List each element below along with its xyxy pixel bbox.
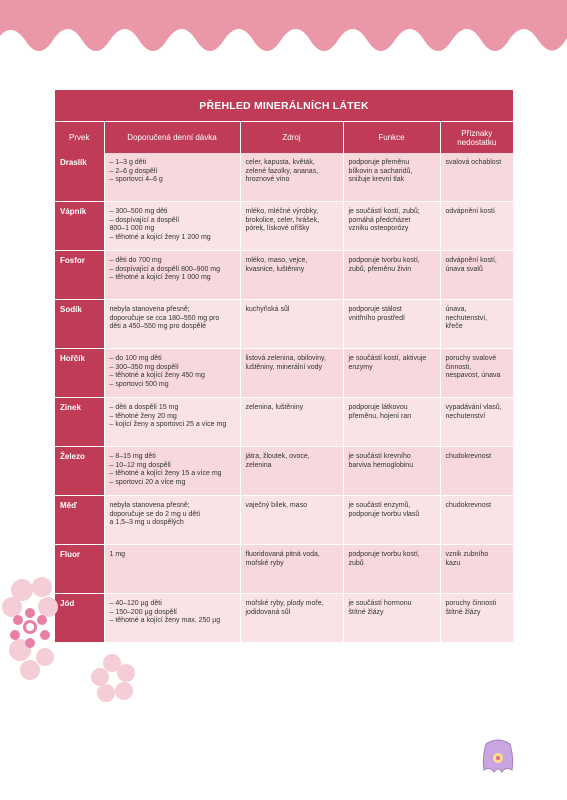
function-line: podporuje stálost <box>348 306 402 313</box>
function-cell <box>343 251 440 300</box>
source-cell <box>240 202 343 251</box>
dose-line: doporučuje se cca 180–550 mg pro <box>109 314 220 322</box>
dose-line: 800–1 000 mg <box>109 225 155 233</box>
source-line: zelené fazolky, ananas, <box>245 167 319 175</box>
source-cell <box>240 594 343 643</box>
dose-line: – těhotné a kojící ženy 1 200 mg <box>109 233 211 241</box>
function-line: je součástí enzymů, <box>348 502 411 509</box>
symptoms-line: svalová ochablost <box>445 159 502 166</box>
symptoms-line: štítné žlázy <box>445 608 481 616</box>
dose-line: – děti a dospělí 15 mg <box>109 404 179 411</box>
function-line: štítné žlázy <box>348 608 384 616</box>
symptoms-cell <box>440 300 513 349</box>
function-line: je součástí hormonu <box>348 600 412 607</box>
function-cell <box>343 349 440 398</box>
symptoms-line: nespavost, únava <box>445 372 501 380</box>
symptoms-line: poruchy svalové <box>445 355 497 362</box>
source-line: kvasnice, luštěniny <box>245 265 305 273</box>
dose-line: – 300–350 mg dospělí <box>109 363 179 371</box>
element-name: Fluor <box>55 545 104 594</box>
source-line: mléko, mléčné výrobky, <box>245 208 319 215</box>
minerals-table-container <box>55 90 513 643</box>
source-line: zelenina <box>245 461 272 469</box>
function-cell <box>343 545 440 594</box>
dose-line: doporučuje se do 2 mg u dětí <box>109 510 201 518</box>
function-line: enzymy <box>348 363 373 371</box>
source-line: játra, žloutek, ovoce, <box>245 453 310 460</box>
symptoms-cell <box>440 447 513 496</box>
function-line: podporuje tvorbu kostí, <box>348 551 420 558</box>
header-dose: Doporučená denní dávka <box>104 122 240 154</box>
symptoms-line: nechutenství <box>445 412 486 420</box>
dose-line: – kojící ženy a sportovci 25 a více mg <box>109 421 227 429</box>
dose-line: – 150–200 µg dospělí <box>109 608 177 616</box>
table-row <box>55 349 513 398</box>
symptoms-line: odvápnění kostí, <box>445 257 497 264</box>
dose-line: – 10–12 mg dospělí <box>109 461 171 469</box>
source-line: mléko, maso, vejce, <box>245 257 308 264</box>
dose-line: děti a 450–550 mg pro dospělé <box>109 323 207 331</box>
function-cell <box>343 594 440 643</box>
table-row <box>55 447 513 496</box>
function-cell <box>343 447 440 496</box>
function-cell <box>343 300 440 349</box>
function-line: přeměnu, hojení ran <box>348 412 412 420</box>
source-line: listová zelenina, obiloviny, <box>245 355 326 362</box>
dose-line: – 8–15 mg děti <box>109 453 156 460</box>
source-line: jodidovaná sůl <box>245 608 291 616</box>
symptoms-line: odvápnění kostí <box>445 208 495 215</box>
source-cell <box>240 398 343 447</box>
table-row <box>55 251 513 300</box>
minerals-table <box>55 90 513 643</box>
function-cell <box>343 398 440 447</box>
dose-line: – sportovci 20 a více mg <box>109 478 186 486</box>
source-line: mořské ryby, plody moře, <box>245 600 324 607</box>
function-cell <box>343 202 440 251</box>
table-title: PŘEHLED MINERÁLNÍCH LÁTEK <box>55 90 513 122</box>
table-body <box>55 153 513 643</box>
table-row <box>55 153 513 202</box>
function-line: bílkovin a sacharidů, <box>348 167 413 175</box>
table-row <box>55 496 513 545</box>
symptoms-line: činnosti, <box>445 363 472 371</box>
source-line: luštěniny, minerální vody <box>245 363 323 371</box>
element-name: Měď <box>55 496 104 545</box>
function-line: zubů, přeměnu živin <box>348 265 412 273</box>
table-row <box>55 300 513 349</box>
source-line: kuchyňská sůl <box>245 306 290 313</box>
element-name: Hořčík <box>55 349 104 398</box>
dose-line: – děti do 700 mg <box>109 257 162 264</box>
symptoms-line: křeče <box>445 323 463 331</box>
element-name: Draslík <box>55 153 104 202</box>
dose-cell <box>104 251 240 300</box>
function-line: podporuje látkovou <box>348 404 408 411</box>
table-row <box>55 202 513 251</box>
header-source: Zdroj <box>240 122 343 154</box>
function-line: je součástí kostí, aktivuje <box>348 355 427 362</box>
function-line: vnitřního prostředí <box>348 314 405 322</box>
function-line: podporuje přeměnu <box>348 159 410 166</box>
function-line: vzniku osteoporózy <box>348 225 409 233</box>
source-cell <box>240 300 343 349</box>
source-cell <box>240 153 343 202</box>
function-line: snižuje krevní tlak <box>348 176 405 184</box>
bell-flower-icon <box>476 736 520 780</box>
symptoms-line: únava, <box>445 306 467 313</box>
source-cell <box>240 496 343 545</box>
symptoms-cell <box>440 398 513 447</box>
flower-decoration-icon <box>0 575 150 715</box>
function-line: pomáhá předcházet <box>348 216 411 224</box>
source-line: celer, kapusta, květák, <box>245 159 315 166</box>
symptoms-cell <box>440 545 513 594</box>
dose-line: – dospívající a dospělí 800–900 mg <box>109 265 221 273</box>
dose-line: – 1–3 g děti <box>109 159 147 166</box>
symptoms-cell <box>440 202 513 251</box>
dose-line: 1 mg <box>109 551 126 558</box>
dose-line: – do 100 mg děti <box>109 355 162 362</box>
dose-line: – těhotné a kojící ženy 450 mg <box>109 372 205 380</box>
wave-header-decoration <box>0 0 567 80</box>
dose-line: – těhotné a kojící ženy 15 a více mg <box>109 470 222 478</box>
dose-line: nebyla stanovena přesně; <box>109 306 190 313</box>
source-line: zelenina, luštěniny <box>245 404 304 411</box>
dose-cell <box>104 349 240 398</box>
symptoms-cell <box>440 349 513 398</box>
symptoms-line: poruchy činnosti <box>445 600 497 607</box>
function-line: podporuje tvorbu vlasů <box>348 510 420 518</box>
symptoms-line: únava svalů <box>445 265 483 273</box>
source-line: fluoridovaná pitná voda, <box>245 551 320 558</box>
symptoms-cell <box>440 594 513 643</box>
source-cell <box>240 349 343 398</box>
dose-line: – sportovci 500 mg <box>109 380 169 388</box>
function-line: zubů <box>348 559 364 567</box>
symptoms-cell <box>440 496 513 545</box>
dose-cell <box>104 153 240 202</box>
dose-line: a 1,5–3 mg u dospělých <box>109 519 184 527</box>
symptoms-line: vypadávání vlasů, <box>445 404 502 411</box>
dose-line: – dospívající a dospělí <box>109 216 180 224</box>
dose-cell <box>104 496 240 545</box>
dose-line: – těhotné a kojící ženy 1 000 mg <box>109 274 211 282</box>
symptoms-line: nechutenství, <box>445 314 488 322</box>
element-name: Jód <box>55 594 104 643</box>
symptoms-line: chudokrevnost <box>445 453 492 460</box>
function-line: barviva hemoglobinu <box>348 461 414 469</box>
source-line: brokolice, celer, hrášek, <box>245 216 320 224</box>
header-symptoms: Příznaky nedostatku <box>440 122 513 154</box>
element-name: Vápník <box>55 202 104 251</box>
source-line: mořské ryby <box>245 559 284 567</box>
dose-line: – sportovci 4–6 g <box>109 176 163 184</box>
function-line: podporuje tvorbu kostí, <box>348 257 420 264</box>
source-cell <box>240 545 343 594</box>
table-row <box>55 398 513 447</box>
dose-cell <box>104 398 240 447</box>
source-line: hroznové víno <box>245 176 290 184</box>
source-line: vaječný bílek, maso <box>245 502 307 509</box>
symptoms-line: chudokrevnost <box>445 502 492 509</box>
element-name: Zinek <box>55 398 104 447</box>
dose-line: nebyla stanovena přesně; <box>109 502 190 509</box>
source-cell <box>240 251 343 300</box>
dose-cell <box>104 300 240 349</box>
dose-line: – 300–500 mg děti <box>109 208 168 215</box>
element-name: Železo <box>55 447 104 496</box>
source-cell <box>240 447 343 496</box>
symptoms-line: vznik zubního <box>445 551 489 558</box>
element-name: Fosfor <box>55 251 104 300</box>
source-line: pórek, lískové oříšky <box>245 225 310 233</box>
element-name: Sodík <box>55 300 104 349</box>
function-cell <box>343 153 440 202</box>
symptoms-cell <box>440 251 513 300</box>
dose-line: – těhotné a kojící ženy max. 250 µg <box>109 617 221 625</box>
function-line: je součástí krevního <box>348 453 411 460</box>
function-line: je součástí kostí, zubů; <box>348 208 420 215</box>
dose-line: – 2–6 g dospělí <box>109 167 158 175</box>
symptoms-cell <box>440 153 513 202</box>
dose-cell <box>104 447 240 496</box>
header-element: Prvek <box>55 122 104 154</box>
dose-line: – 40–120 µg děti <box>109 600 162 607</box>
dose-line: – těhotné ženy 20 mg <box>109 412 177 420</box>
function-cell <box>343 496 440 545</box>
header-function: Funkce <box>343 122 440 154</box>
dose-cell <box>104 202 240 251</box>
symptoms-line: kazu <box>445 559 461 567</box>
